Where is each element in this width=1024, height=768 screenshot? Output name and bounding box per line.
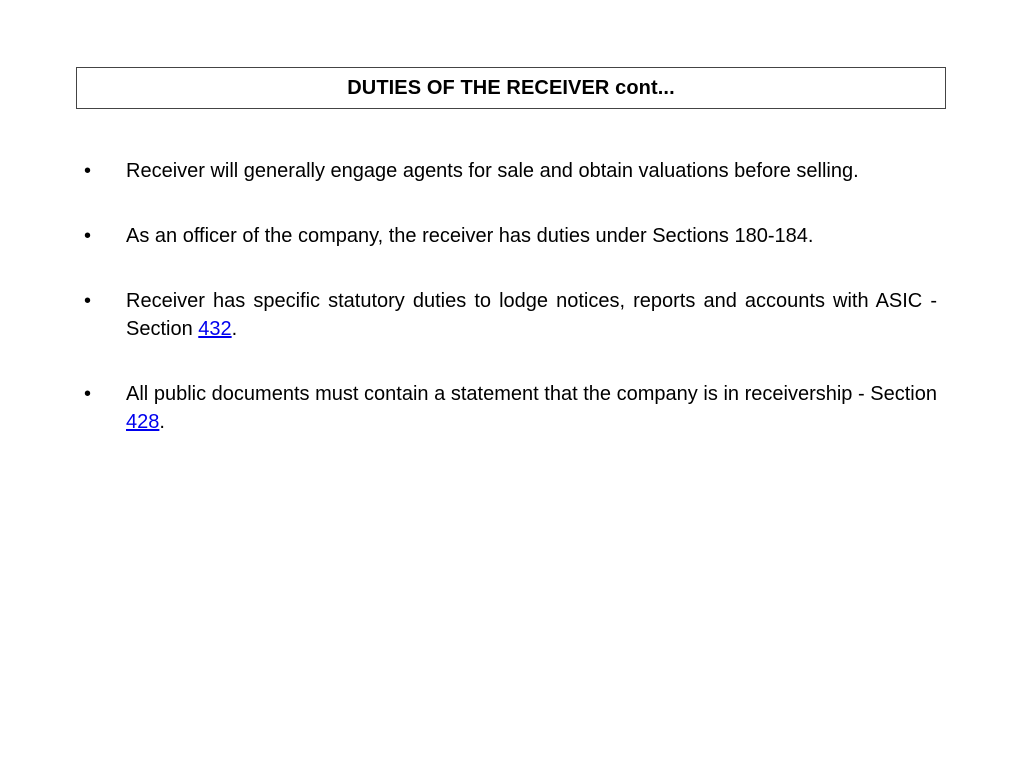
bullet-icon: •	[84, 383, 92, 405]
bullet-item-1	[84, 157, 937, 185]
bullet-item-2	[84, 222, 937, 250]
title-box	[76, 67, 946, 109]
bullet-text-3: Receiver has specific statutory duties to lodge notices, reports and accounts with ASIC - Section	[126, 290, 937, 340]
bullet-text-4: All public documents must contain a statement that the company is in receivership - Section	[126, 383, 937, 405]
bullet-text-1: Receiver will generally engage agents for sale and obtain valuations before selling.	[126, 160, 859, 182]
bullet-list	[84, 157, 937, 473]
section-432-link[interactable]: 432	[198, 318, 232, 340]
section-428-link[interactable]: 428	[126, 411, 160, 433]
bullet-item-4	[84, 380, 937, 436]
bullet-icon: •	[84, 290, 92, 312]
bullet-text-4-end: .	[159, 411, 165, 433]
bullet-icon: •	[84, 160, 92, 182]
bullet-text-3-end: .	[231, 318, 238, 340]
bullet-item-3	[84, 287, 937, 343]
slide-title: DUTIES OF THE RECEIVER cont...	[347, 76, 675, 99]
bullet-text-2: As an officer of the company, the receiver has duties under Sections 180-184.	[126, 225, 814, 247]
bullet-icon: •	[84, 225, 92, 247]
